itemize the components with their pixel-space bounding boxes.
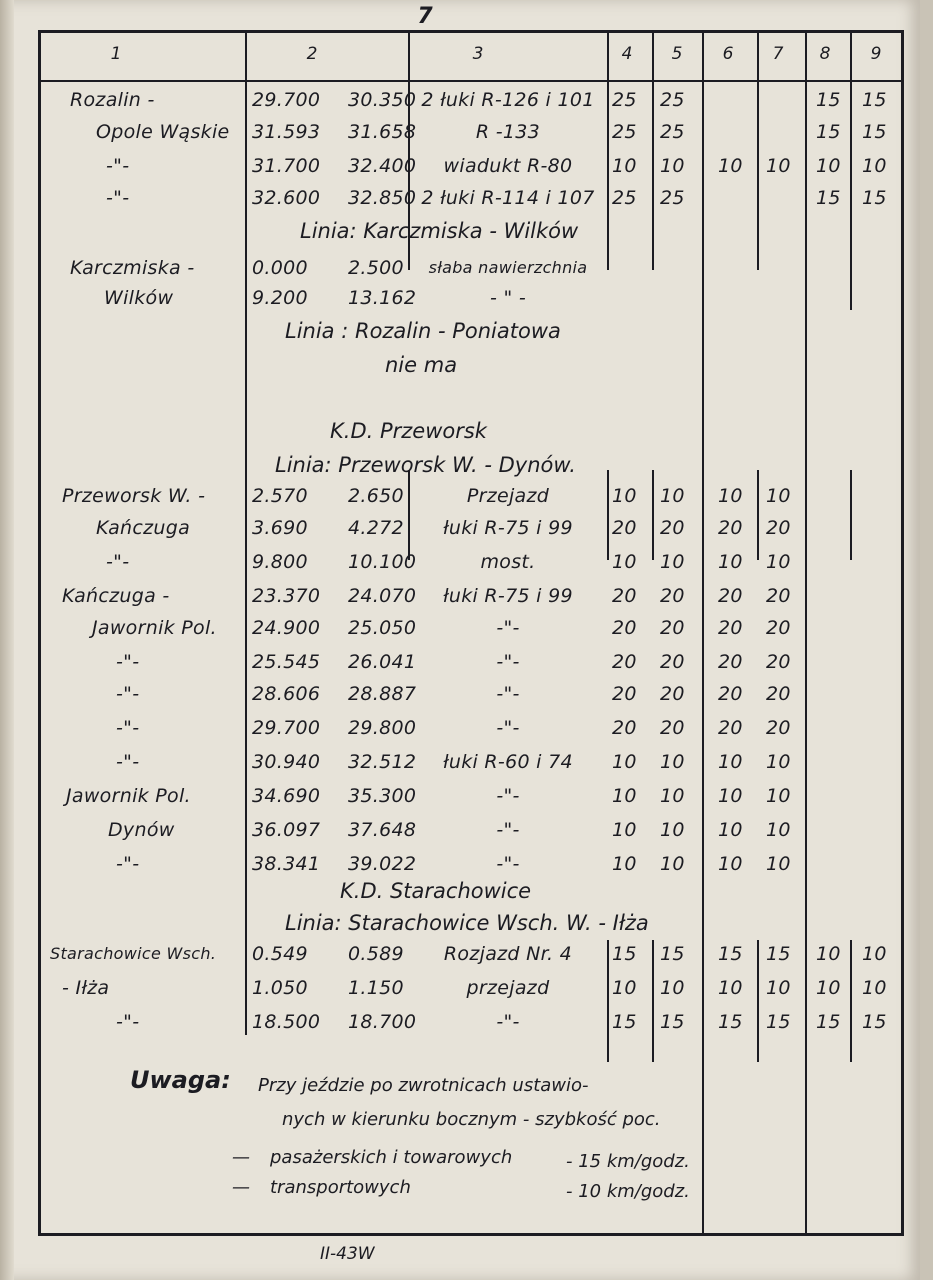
row-station-name: -"- [116,1011,140,1033]
row-c5: 10 [660,819,685,841]
row-c6: 10 [718,785,743,807]
row-object: -"- [496,853,520,875]
note-line-3-dash: — [232,1147,250,1168]
row-c5: 15 [660,1011,685,1033]
row-c6: 15 [718,943,743,965]
row-c4: 20 [612,651,637,673]
column-divider [757,32,759,270]
row-station-name: -"- [116,751,140,773]
row-c7: 10 [766,155,791,177]
row-c4: 10 [612,785,637,807]
row-c5: 25 [660,187,685,209]
header-divider [38,80,904,82]
section-title: K.D. Starachowice [340,879,532,903]
row-km-from: 38.341 [252,853,321,875]
row-object: -"- [496,651,520,673]
row-c5: 10 [660,551,685,573]
row-c4: 10 [612,977,637,999]
row-object: łuki R-60 i 74 [443,751,573,773]
row-object: -"- [496,683,520,705]
row-object: Rozjazd Nr. 4 [443,943,573,965]
row-km-from: 29.700 [252,89,321,111]
row-km-to: 28.887 [348,683,417,705]
row-km-from: 24.900 [252,617,321,639]
row-km-from: 30.940 [252,751,321,773]
row-station-name: Opole Wąskie [96,121,230,143]
column-divider [652,32,654,270]
row-c9: 15 [862,121,887,143]
row-km-to: 25.050 [348,617,417,639]
row-km-to: 2.650 [348,485,404,507]
column-divider [850,470,852,560]
footer-mark: II-43W [320,1244,375,1264]
row-c7: 10 [766,751,791,773]
row-object: -"- [496,819,520,841]
row-c6: 15 [718,1011,743,1033]
row-km-to: 4.272 [348,517,404,539]
row-station-name: Starachowice Wsch. [50,944,217,963]
row-km-to: 18.700 [348,1011,417,1033]
row-c7: 15 [766,943,791,965]
row-object: -"- [496,1011,520,1033]
row-c8: 15 [816,1011,841,1033]
note-label: Uwaga: [130,1066,231,1094]
note-line-4-value: - 10 km/godz. [566,1181,690,1202]
note-line-4: transportowych [270,1177,411,1198]
row-c6: 10 [718,751,743,773]
column-divider [757,940,759,1062]
row-c7: 10 [766,819,791,841]
row-c6: 10 [718,551,743,573]
row-km-from: 0.549 [252,943,308,965]
row-station-name: -"- [106,187,130,209]
row-station-name: Przeworsk W. - [62,485,206,507]
row-c7: 10 [766,485,791,507]
page-binding-edge [0,0,14,1280]
row-c4: 20 [612,683,637,705]
note-line-1: Przy jeździe po zwrotnicach ustawio- [258,1075,589,1096]
row-km-to: 2.500 [348,257,404,279]
row-c5: 10 [660,853,685,875]
row-c5: 10 [660,977,685,999]
row-c9: 15 [862,1011,887,1033]
column-divider [805,32,807,1236]
row-station-name: -"- [106,155,130,177]
row-station-name: -"- [116,853,140,875]
row-km-to: 31.658 [348,121,417,143]
row-station-name: Karczmiska - [70,257,195,279]
row-c5: 20 [660,651,685,673]
row-c6: 20 [718,651,743,673]
row-c7: 10 [766,977,791,999]
column-divider [607,32,609,270]
row-km-to: 24.070 [348,585,417,607]
row-object: - " - [489,287,527,309]
row-c8: 10 [816,943,841,965]
row-c6: 20 [718,717,743,739]
column-divider [702,32,704,1236]
row-c8: 15 [816,121,841,143]
row-station-name: -"- [116,717,140,739]
row-c9: 10 [862,977,887,999]
row-object: Przejazd [466,485,550,507]
column-header-6: 6 [722,44,734,64]
row-km-to: 29.800 [348,717,417,739]
row-object: przejazd [466,977,550,999]
row-station-name: Rozalin - [70,89,155,111]
row-c4: 15 [612,943,637,965]
row-c6: 10 [718,819,743,841]
row-c8: 15 [816,187,841,209]
line-title: Linia: Przeworsk W. - Dynów. [275,453,576,477]
row-c5: 20 [660,585,685,607]
row-km-from: 36.097 [252,819,321,841]
row-station-name: -"- [116,651,140,673]
row-km-from: 2.570 [252,485,308,507]
row-object: -"- [496,785,520,807]
row-km-to: 32.512 [348,751,417,773]
row-c9: 15 [862,187,887,209]
row-c7: 10 [766,551,791,573]
row-c9: 10 [862,943,887,965]
row-c6: 10 [718,155,743,177]
row-c4: 10 [612,551,637,573]
row-c6: 10 [718,485,743,507]
column-header-5: 5 [671,44,683,64]
row-c8: 15 [816,89,841,111]
row-c4: 10 [612,155,637,177]
column-divider [652,470,654,560]
row-km-to: 30.350 [348,89,417,111]
note-line-3: pasażerskich i towarowych [270,1147,513,1168]
row-c4: 25 [612,89,637,111]
column-divider [850,940,852,1062]
row-c7: 10 [766,853,791,875]
line-title: Linia: Starachowice Wsch. W. - Iłża [285,911,649,935]
note-line-4-dash: — [232,1177,250,1198]
row-c9: 10 [862,155,887,177]
row-station-name: Jawornik Pol. [92,617,217,639]
row-km-to: 1.150 [348,977,404,999]
row-c5: 25 [660,89,685,111]
column-header-9: 9 [870,44,882,64]
row-c6: 20 [718,617,743,639]
row-c4: 20 [612,717,637,739]
row-object: R -133 [475,121,541,143]
row-c6: 10 [718,977,743,999]
row-station-name: -"- [116,683,140,705]
row-km-from: 31.700 [252,155,321,177]
row-c5: 20 [660,517,685,539]
row-km-from: 34.690 [252,785,321,807]
column-header-3: 3 [472,44,484,64]
row-station-name: Dynów [108,819,175,841]
row-c5: 10 [660,751,685,773]
row-c7: 20 [766,683,791,705]
row-station-name: Kańczuga [96,517,191,539]
row-object: 2 łuki R-126 i 101 [421,89,595,111]
row-km-to: 37.648 [348,819,417,841]
row-station-name: Wilków [104,287,174,309]
row-km-to: 32.400 [348,155,417,177]
row-c4: 20 [612,585,637,607]
row-station-name: Jawornik Pol. [66,785,191,807]
row-c4: 20 [612,617,637,639]
row-c4: 10 [612,853,637,875]
row-station-name: -"- [106,551,130,573]
row-km-from: 9.800 [252,551,308,573]
column-divider [245,32,247,1035]
row-c6: 10 [718,853,743,875]
row-km-to: 35.300 [348,785,417,807]
row-c4: 10 [612,485,637,507]
page-number: 7 [417,4,433,29]
row-c4: 25 [612,187,637,209]
row-object: 2 łuki R-114 i 107 [421,187,595,209]
row-c7: 20 [766,517,791,539]
row-c6: 20 [718,585,743,607]
row-c7: 20 [766,585,791,607]
row-km-from: 31.593 [252,121,321,143]
row-c5: 10 [660,785,685,807]
row-km-to: 0.589 [348,943,404,965]
row-object: most. [480,551,536,573]
row-c7: 15 [766,1011,791,1033]
row-km-to: 13.162 [348,287,417,309]
row-km-from: 18.500 [252,1011,321,1033]
row-object: -"- [496,617,520,639]
column-divider [850,32,852,310]
row-km-to: 10.100 [348,551,417,573]
row-c7: 20 [766,617,791,639]
row-c7: 10 [766,785,791,807]
line-subtitle: nie ma [385,353,458,377]
row-c5: 20 [660,717,685,739]
row-c4: 15 [612,1011,637,1033]
row-c8: 10 [816,977,841,999]
column-header-7: 7 [772,44,784,64]
row-c4: 25 [612,121,637,143]
row-c5: 25 [660,121,685,143]
row-km-from: 29.700 [252,717,321,739]
row-km-to: 26.041 [348,651,417,673]
column-divider [652,940,654,1062]
row-km-from: 0.000 [252,257,308,279]
row-c4: 10 [612,819,637,841]
row-km-from: 9.200 [252,287,308,309]
row-c7: 20 [766,651,791,673]
row-c5: 20 [660,617,685,639]
column-header-4: 4 [621,44,633,64]
row-object: łuki R-75 i 99 [443,517,573,539]
row-km-from: 25.545 [252,651,321,673]
row-object: -"- [496,717,520,739]
section-title: K.D. Przeworsk [330,419,487,443]
column-divider [757,470,759,560]
row-c6: 20 [718,683,743,705]
row-c4: 10 [612,751,637,773]
row-station-name: - Iłża [62,977,110,999]
row-c7: 20 [766,717,791,739]
line-title: Linia : Rozalin - Poniatowa [285,319,561,343]
row-object: słaba nawierzchnia [428,258,588,277]
row-c8: 10 [816,155,841,177]
row-c9: 15 [862,89,887,111]
row-c5: 10 [660,485,685,507]
row-c6: 20 [718,517,743,539]
row-km-from: 28.606 [252,683,321,705]
row-c5: 15 [660,943,685,965]
row-c5: 10 [660,155,685,177]
row-km-to: 32.850 [348,187,417,209]
line-title: Linia: Karczmiska - Wilków [300,219,579,243]
row-c5: 20 [660,683,685,705]
row-object: łuki R-75 i 99 [443,585,573,607]
row-km-from: 32.600 [252,187,321,209]
note-line-2: nych w kierunku bocznym - szybkość poc. [282,1109,661,1130]
row-km-from: 3.690 [252,517,308,539]
row-object: wiadukt R-80 [443,155,573,177]
row-c4: 20 [612,517,637,539]
row-km-from: 23.370 [252,585,321,607]
row-station-name: Kańczuga - [62,585,170,607]
column-header-2: 2 [306,44,318,64]
row-km-to: 39.022 [348,853,417,875]
column-header-8: 8 [819,44,831,64]
column-header-1: 1 [110,44,122,64]
row-km-from: 1.050 [252,977,308,999]
note-line-3-value: - 15 km/godz. [566,1151,690,1172]
